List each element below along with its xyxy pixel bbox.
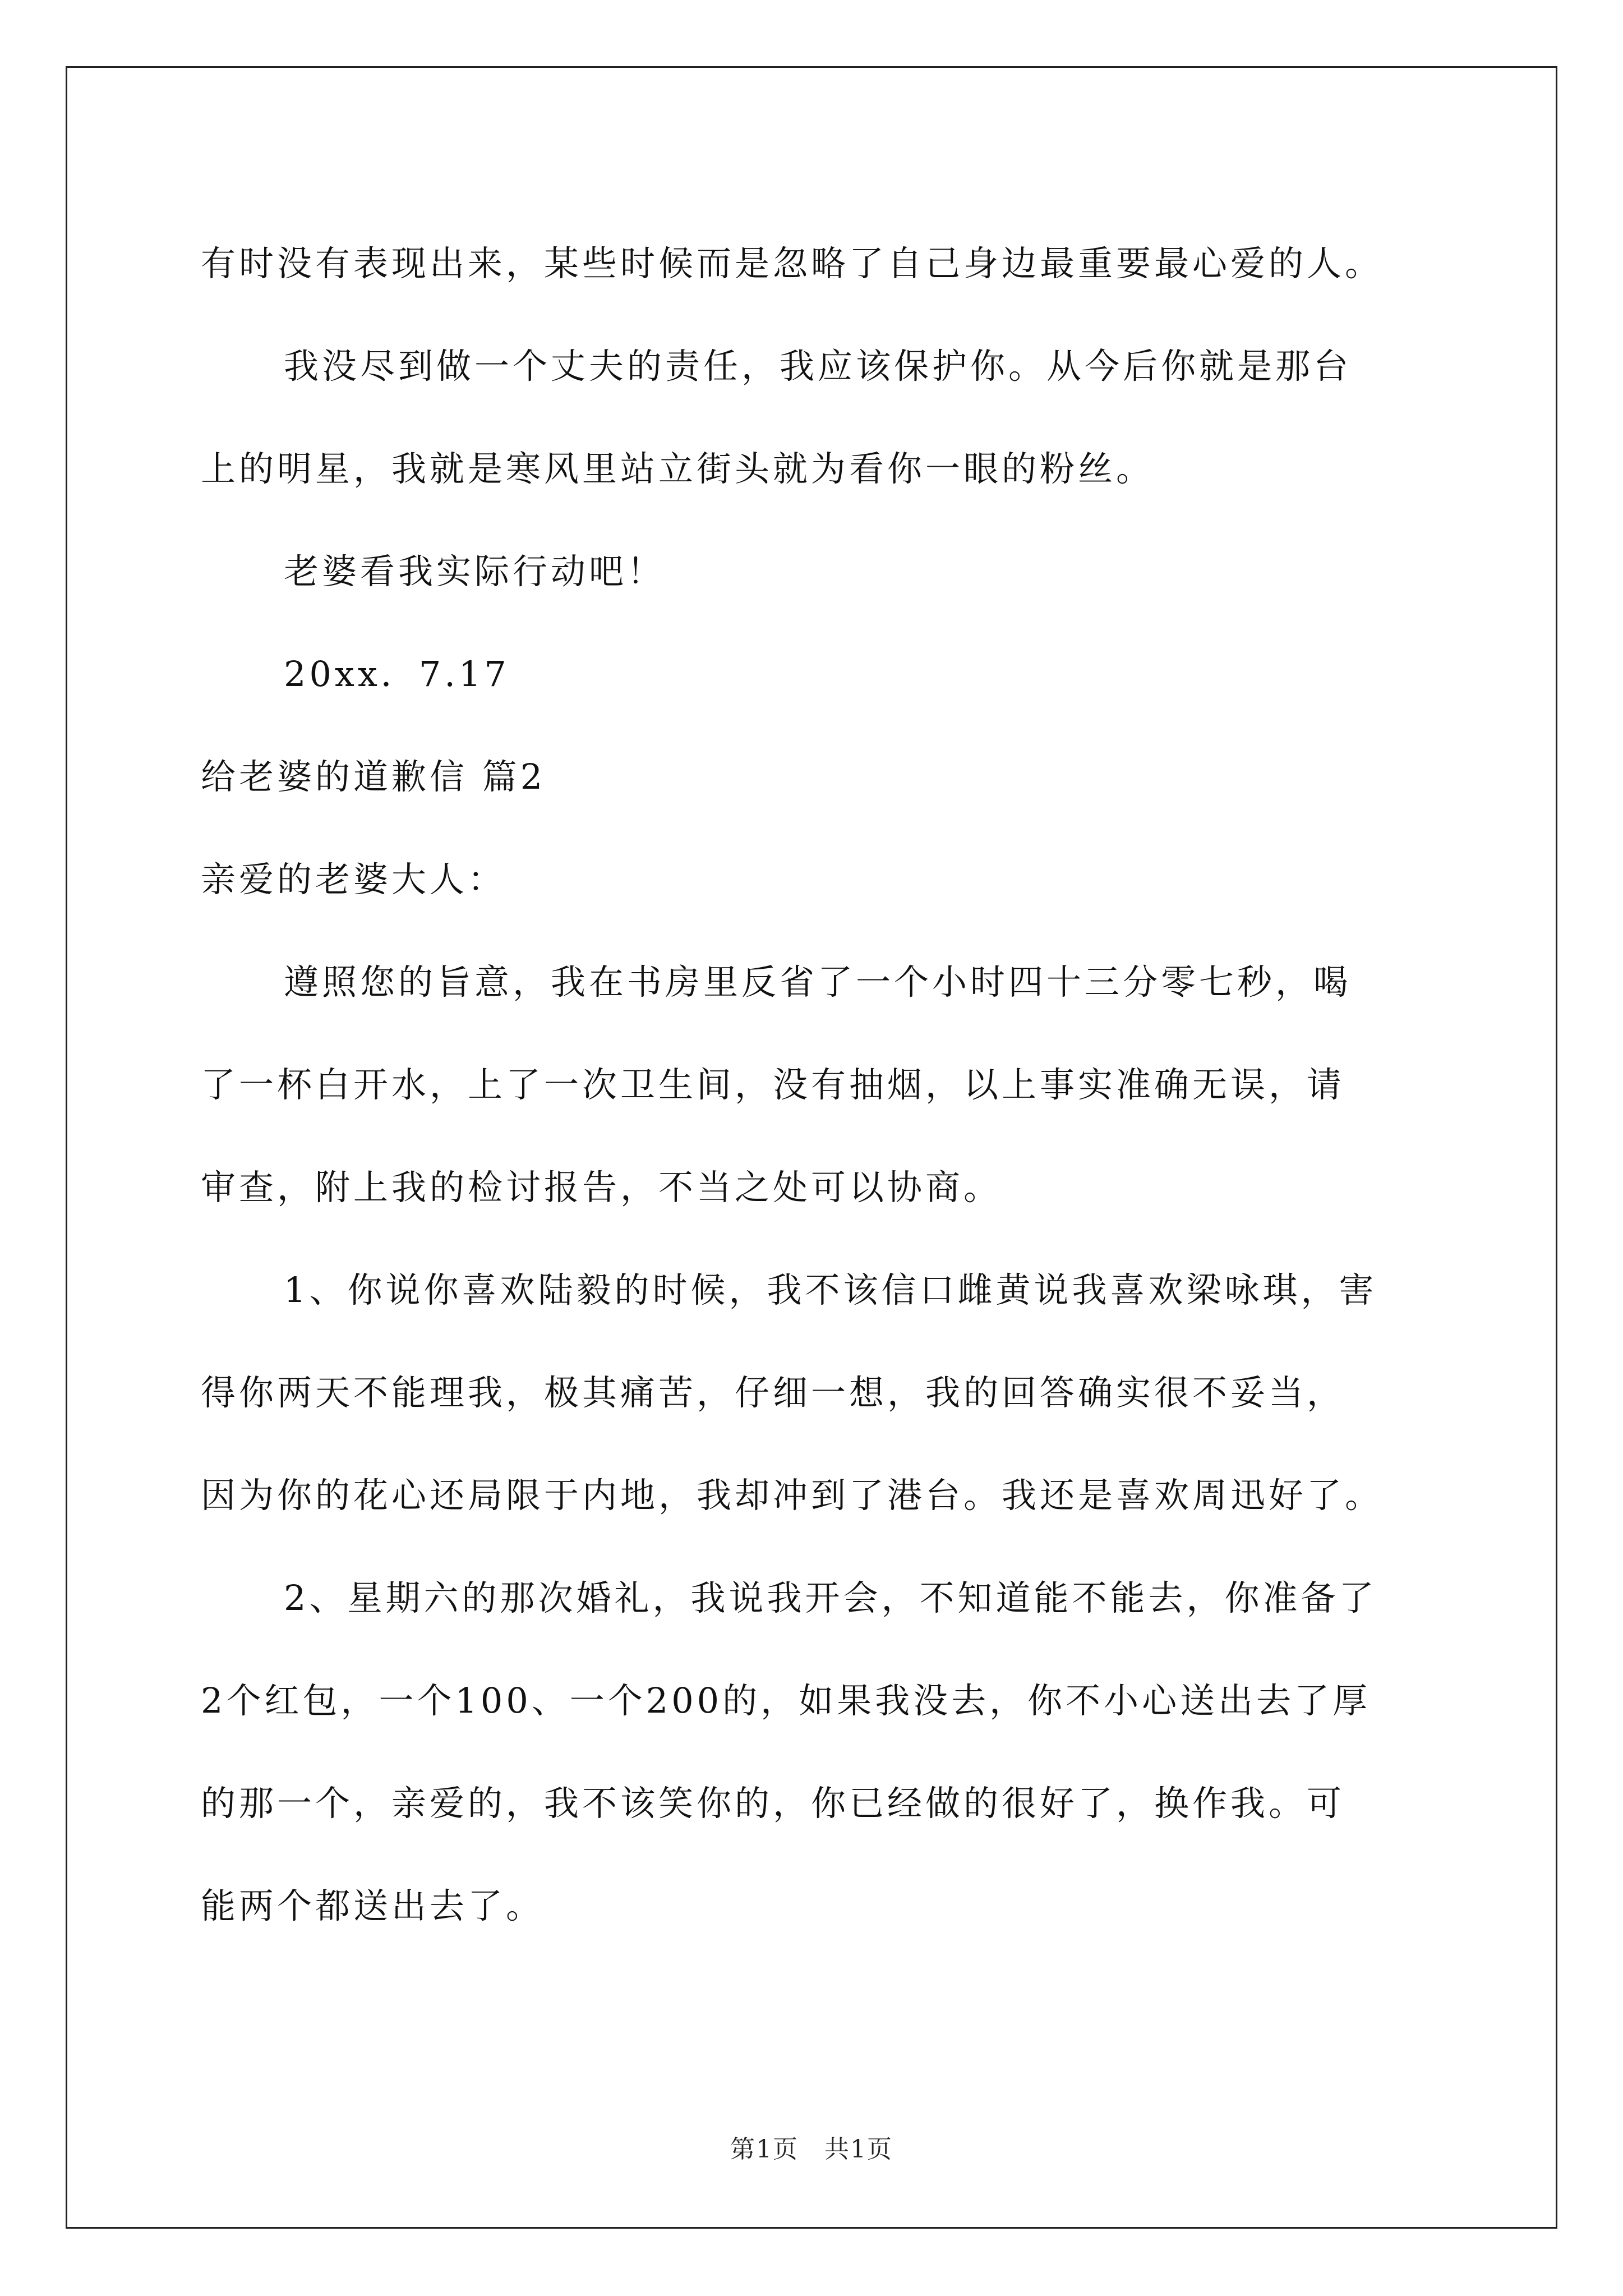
paragraph-line: 因为你的花心还局限于内地，我却冲到了港台。我还是喜欢周迅好了。	[201, 1475, 1384, 1516]
paragraph-line: 我没尽到做一个丈夫的责任，我应该保护你。从今后你就是那台	[284, 346, 1352, 386]
date-line: 20xx．7.17	[284, 654, 510, 694]
paragraph-line: 的那一个，亲爱的，我不该笑你的，你已经做的很好了，换作我。可	[201, 1783, 1345, 1824]
salutation: 亲爱的老婆大人：	[201, 859, 506, 900]
paragraph-line: 能两个都送出去了。	[201, 1885, 545, 1926]
document-body	[201, 212, 1423, 1957]
paragraph-line: 有时没有表现出来，某些时候而是忽略了自己身边最重要最心爱的人。	[201, 243, 1384, 284]
paragraph-line: 上的明星，我就是寒风里站立街头就为看你一眼的粉丝。	[201, 448, 1155, 489]
section-heading: 给老婆的道歉信 篇2	[201, 756, 546, 797]
paragraph-line: 2个红包，一个100、一个200的，如果我没去，你不小心送出去了厚	[201, 1680, 1371, 1721]
paragraph-line: 1、你说你喜欢陆毅的时候，我不该信口雌黄说我喜欢梁咏琪，害	[284, 1269, 1377, 1310]
paragraph-line: 老婆看我实际行动吧！	[284, 551, 666, 592]
paragraph-line: 了一杯白开水，上了一次卫生间，没有抽烟，以上事实准确无误，请	[201, 1064, 1345, 1105]
paragraph-line: 2、星期六的那次婚礼，我说我开会，不知道能不能去，你准备了	[284, 1577, 1377, 1618]
page-number-footer: 第1页 共1页	[730, 2135, 893, 2164]
paragraph-line: 遵照您的旨意，我在书房里反省了一个小时四十三分零七秒，喝	[284, 961, 1352, 1002]
paragraph-line: 得你两天不能理我，极其痛苦，仔细一想，我的回答确实很不妥当，	[201, 1372, 1345, 1413]
paragraph-line: 审查，附上我的检讨报告，不当之处可以协商。	[201, 1167, 1002, 1208]
